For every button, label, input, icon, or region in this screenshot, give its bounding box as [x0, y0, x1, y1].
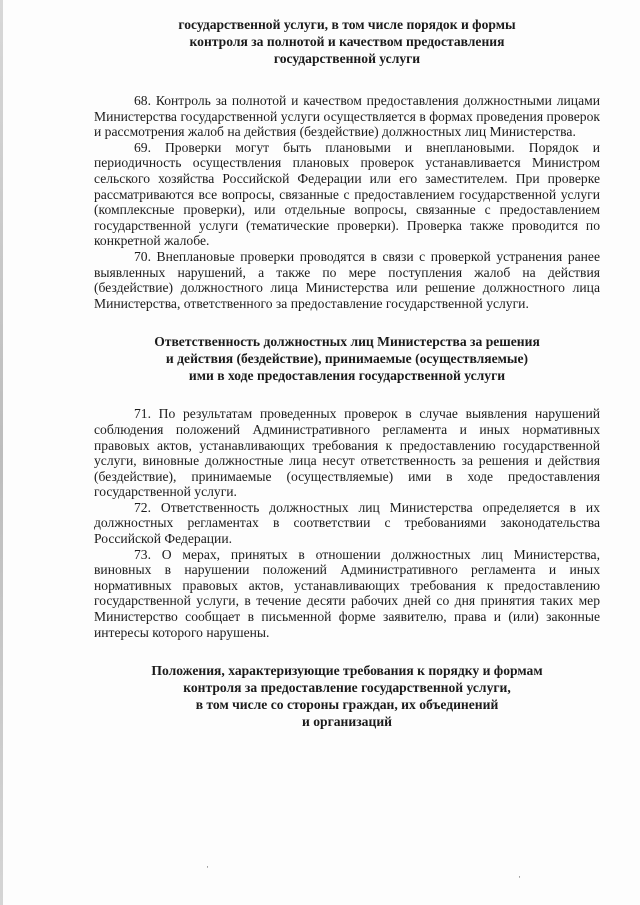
section-heading-responsibility — [94, 333, 600, 384]
heading-line: государственной услуги, в том числе порядок и формы — [178, 17, 516, 32]
heading-line: контроля за предоставление государственной услуги, — [183, 680, 511, 696]
heading-line: и организаций — [302, 714, 392, 730]
scan-speck: · — [206, 862, 209, 872]
heading-line: государственной услуги — [273, 51, 421, 66]
heading-line: в том числе со стороны граждан, их объединений — [195, 697, 499, 713]
scan-speck: · — [518, 872, 521, 882]
document-body — [94, 16, 600, 730]
section-heading-provisions — [94, 662, 600, 730]
paragraph-69: 69. Проверки могут быть плановыми и внеплановыми. Порядок и периодичность осуществления плановых проверок устанавливается Министром сельского хозяйства Российской Федерации или его заместителем. При проверке рассматриваются все вопросы, связанные с предоставлением государственной услуги (комплексные проверки), или отдельные вопросы, связанные с предоставлением государственной услуги (тематические проверки). Проверка также проводится по конкретной жалобе. — [94, 139, 600, 249]
paragraph-68: 68. Контроль за полнотой и качеством предоставления должностными лицами Министерства государственной услуги осуществляется в формах проведения проверок и рассмотрения жалоб на действия (бездействие) должностных лиц Министерства. — [94, 93, 600, 140]
paragraph-70: 70. Внеплановые проверки проводятся в связи с проверкой устранения ранее выявленных нарушений, а также по мере поступления жалоб на действия (бездействие) должностного лица Министерства или решение должностного лица Министерства, ответственного за предоставление государственной услуги. — [94, 248, 600, 311]
paragraph-73: 73. О мерах, принятых в отношении должностных лиц Министерства, виновных в нарушении положений Административного регламента и иных нормативных правовых актов, устанавливающих требования к предоставлению государственной услуги, в течение десяти рабочих дней со дня принятия таких мер Министерство сообщает в письменной форме заявителю, права и (или) законные интересы которого нарушены. — [94, 546, 600, 640]
paragraph-71: 71. По результатам проведенных проверок в случае выявления нарушений соблюдения положений Административного регламента и иных нормативных правовых актов, устанавливающих требования к предоставлению государственной услуги, виновные должностные лица несут ответственность за решения и действия (бездействие), принимаемые (осуществляемые) ими в ходе предоставления государственной услуги. — [94, 406, 600, 500]
heading-line: контроля за полнотой и качеством предоставления — [189, 34, 505, 49]
heading-line: и действия (бездействие), принимаемые (осуществляемые) — [165, 351, 529, 367]
heading-line: Ответственность должностных лиц Министерства за решения — [154, 334, 540, 350]
heading-line: Положения, характеризующие требования к порядку и формам — [151, 663, 543, 679]
scan-edge — [0, 0, 3, 905]
heading-line: ими в ходе предоставления государственной услуги — [188, 368, 506, 384]
paragraph-72: 72. Ответственность должностных лиц Министерства определяется в их должностных регламентах в соответствии с требованиями законодательства Российской Федерации. — [94, 499, 600, 547]
section-heading-control — [94, 16, 600, 67]
